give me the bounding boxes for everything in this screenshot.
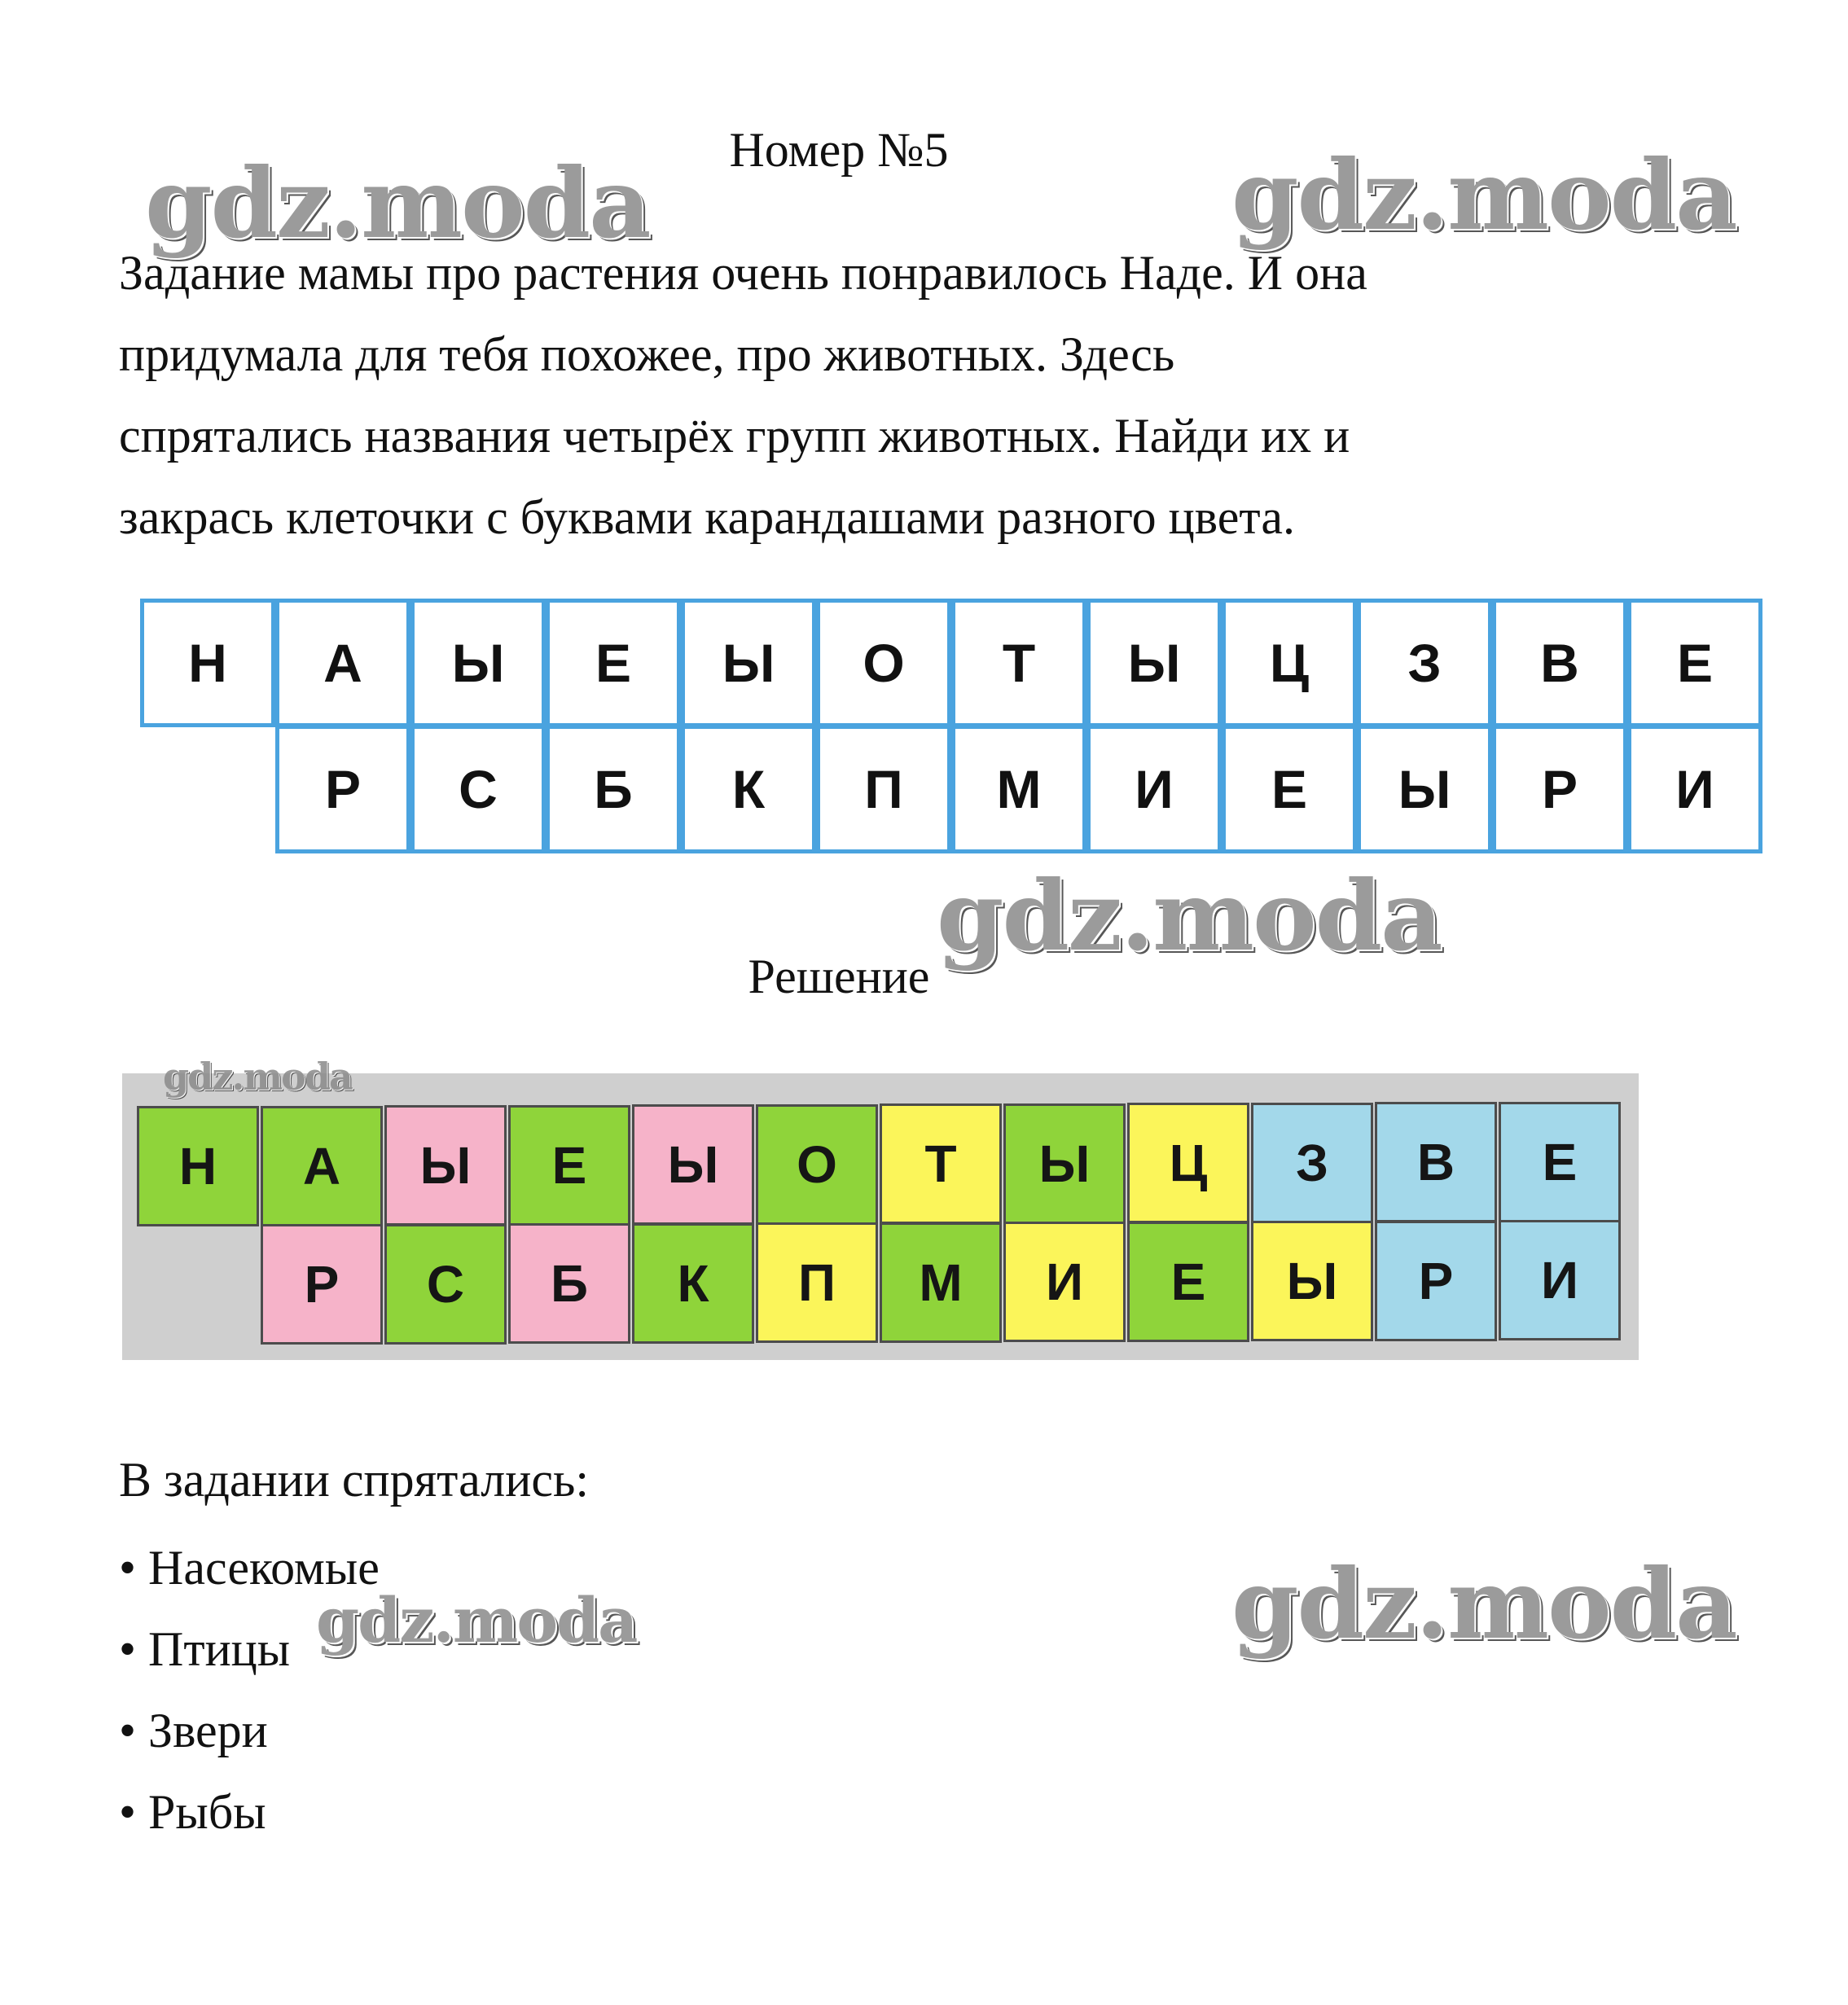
colored-letter-cell: И <box>1003 1222 1126 1342</box>
letter-cell: Ы <box>1086 599 1222 727</box>
task-line: Задание мамы про растения очень понравилось Наде. И она <box>119 246 1367 300</box>
watermark: gdz.moda <box>163 1055 352 1099</box>
colored-letter-cell: Е <box>1127 1222 1249 1342</box>
letter-cell: Т <box>951 599 1086 727</box>
solution-photo <box>122 1073 1639 1360</box>
colored-letter-cell: З <box>1251 1103 1373 1223</box>
colored-letter-cell: Р <box>1375 1221 1497 1341</box>
colored-letter-cell: Т <box>880 1103 1002 1224</box>
letter-cell: Р <box>1492 725 1627 853</box>
letter-cell: Ы <box>681 599 816 727</box>
letter-cell: Е <box>546 599 681 727</box>
colored-letter-cell: О <box>756 1104 878 1225</box>
task-line: закрась клеточки с буквами карандашами разного цвета. <box>119 490 1295 544</box>
colored-letter-cell: Е <box>1499 1102 1621 1222</box>
letter-cell: А <box>275 599 410 727</box>
letter-cell: И <box>1627 725 1762 853</box>
colored-letter-cell: Ы <box>632 1104 754 1225</box>
letter-cell: Б <box>546 725 681 853</box>
letter-cell: Р <box>275 725 410 853</box>
colored-letter-cell: И <box>1499 1220 1621 1340</box>
watermark: gdz.moda <box>316 1584 637 1656</box>
answer-title: В задании спрятались: <box>119 1453 590 1507</box>
watermark: gdz.moda <box>145 147 650 260</box>
watermark: gdz.moda <box>1231 138 1736 252</box>
answer-item: • Рыбы <box>119 1771 380 1853</box>
colored-letter-cell: Б <box>508 1223 630 1344</box>
letter-cell: Е <box>1222 725 1357 853</box>
answer-item: • Звери <box>119 1690 380 1771</box>
letter-cell: К <box>681 725 816 853</box>
letter-grid <box>140 599 1761 859</box>
colored-letter-cell: Ц <box>1127 1103 1249 1223</box>
letter-cell: В <box>1492 599 1627 727</box>
colored-letter-cell: Ы <box>1251 1221 1373 1341</box>
colored-letter-cell: С <box>384 1224 507 1345</box>
letter-cell: Ы <box>1357 725 1492 853</box>
letter-cell: П <box>816 725 951 853</box>
colored-letter-cell: П <box>756 1222 878 1343</box>
colored-letter-cell: Ы <box>384 1105 507 1226</box>
colored-letter-cell: А <box>261 1106 383 1226</box>
colored-letter-cell: Ы <box>1003 1103 1126 1224</box>
task-text <box>119 232 1666 558</box>
answer-item: • Насекомые <box>119 1527 380 1608</box>
colored-letter-cell: В <box>1375 1102 1497 1222</box>
letter-cell: Ц <box>1222 599 1357 727</box>
letter-cell: Е <box>1627 599 1762 727</box>
watermark: gdz.moda <box>1231 1547 1736 1661</box>
letter-cell: С <box>410 725 546 853</box>
answer-item: • Птицы <box>119 1608 380 1690</box>
letter-cell: О <box>816 599 951 727</box>
letter-cell: Н <box>140 599 275 727</box>
solution-title: Решение <box>748 950 930 1003</box>
letter-cell: З <box>1357 599 1492 727</box>
letter-cell: М <box>951 725 1086 853</box>
task-line: спрятались названия четырёх групп животных. Найди их и <box>119 409 1350 463</box>
task-line: придумала для тебя похожее, про животных. Здесь <box>119 327 1175 381</box>
colored-letter-cell: К <box>632 1223 754 1344</box>
colored-letter-cell: Н <box>137 1106 259 1226</box>
answer-list <box>119 1527 380 1853</box>
colored-letter-cell: Р <box>261 1224 383 1345</box>
letter-cell: И <box>1086 725 1222 853</box>
watermark: gdz.moda <box>937 859 1442 972</box>
page-title: Номер №5 <box>729 123 949 177</box>
colored-letter-cell: М <box>880 1222 1002 1343</box>
letter-cell: Ы <box>410 599 546 727</box>
colored-letter-cell: Е <box>508 1105 630 1226</box>
